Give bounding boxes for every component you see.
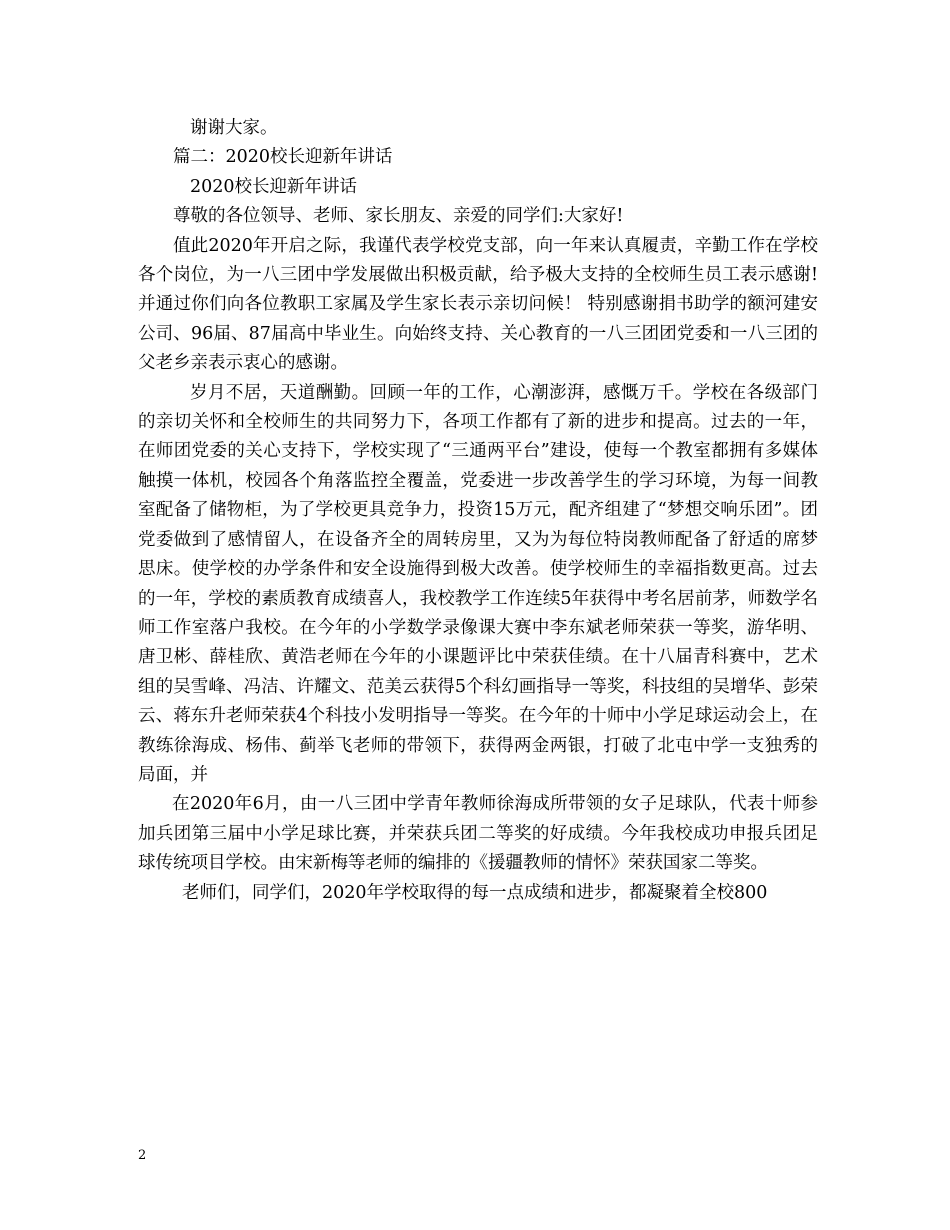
document-body [138, 114, 818, 908]
paragraph-thanks: 值此2020年开启之际，我谨代表学校党支部，向一年来认真履责，辛勤工作在学校各个岗位，为一八三团中学发展做出积极贡献，给予极大支持的全校师生员工表示感谢!并通过你们向各位教职工家属及学生家长表示亲切问候！ 特别感谢捐书助学的额河建安公司、96届、87届高中毕业生。向始终支持、关心教育的一八三团团党委和一八三团的父老乡亲表示衷心的感谢。 [138, 235, 818, 374]
paragraph-greeting: 尊敬的各位领导、老师、家长朋友、亲爱的同学们:大家好! [173, 206, 624, 227]
paragraph-conclusion-start: 老师们，同学们，2020年学校取得的每一点成绩和进步，都凝聚着全校800 [182, 882, 768, 903]
paragraph-achievements: 在2020年6月，由一八三团中学青年教师徐海成所带领的女子足球队，代表十师参加兵团第三届中小学足球比赛，并荣获兵团二等奖的好成绩。今年我校成功申报兵团足球传统项目学校。由宋新梅等老师的编排的《援疆教师的情怀》荣获国家二等奖。 [138, 794, 818, 874]
paragraph-review: 岁月不居，天道酬勤。回顾一年的工作，心潮澎湃，感慨万千。学校在各级部门的亲切关怀和全校师生的共同努力下，各项工作都有了新的进步和提高。过去的一年，在师团党委的关心支持下，学校实现了“三通两平台”建设，使每一个教室都拥有多媒体触摸一体机，校园各个角落监控全覆盖，党委进一步改善学生的学习环境，为每一间教室配备了储物柜，为了学校更具竞争力，投资15万元，配齐组建了“梦想交响乐团”。团党委做到了感情留人，在设备齐全的周转房里，又为为每位特岗教师配备了舒适的席梦思床。使学校的办学条件和安全设施得到极大改善。使学校师生的幸福指数更高。过去的一年，学校的素质教育成绩喜人，我校教学工作连续5年获得中考名居前茅，师数学名师工作室落户我校。在今年的小学数学录像课大赛中李东斌老师荣获一等奖，游华明、唐卫彬、薛桂欣、黄浩老师在今年的小课题评比中荣获佳绩。在十八届青科赛中，艺术组的吴雪峰、冯洁、许耀文、范美云获得5个科幻画指导一等奖，科技组的吴增华、彭荣云、蒋东升老师荣获4个科技小发明指导一等奖。在今年的十师中小学足球运动会上，在教练徐海成、杨伟、蓟举飞老师的带领下，获得两金两银，打破了北屯中学一支独秀的局面，并 [138, 382, 818, 785]
paragraph-speech-title: 2020校长迎新年讲话 [190, 176, 358, 197]
paragraph-closing-thanks: 谢谢大家。 [190, 118, 278, 138]
page-number: 2 [138, 1148, 147, 1163]
paragraph-section-heading: 篇二：2020校长迎新年讲话 [173, 147, 393, 168]
